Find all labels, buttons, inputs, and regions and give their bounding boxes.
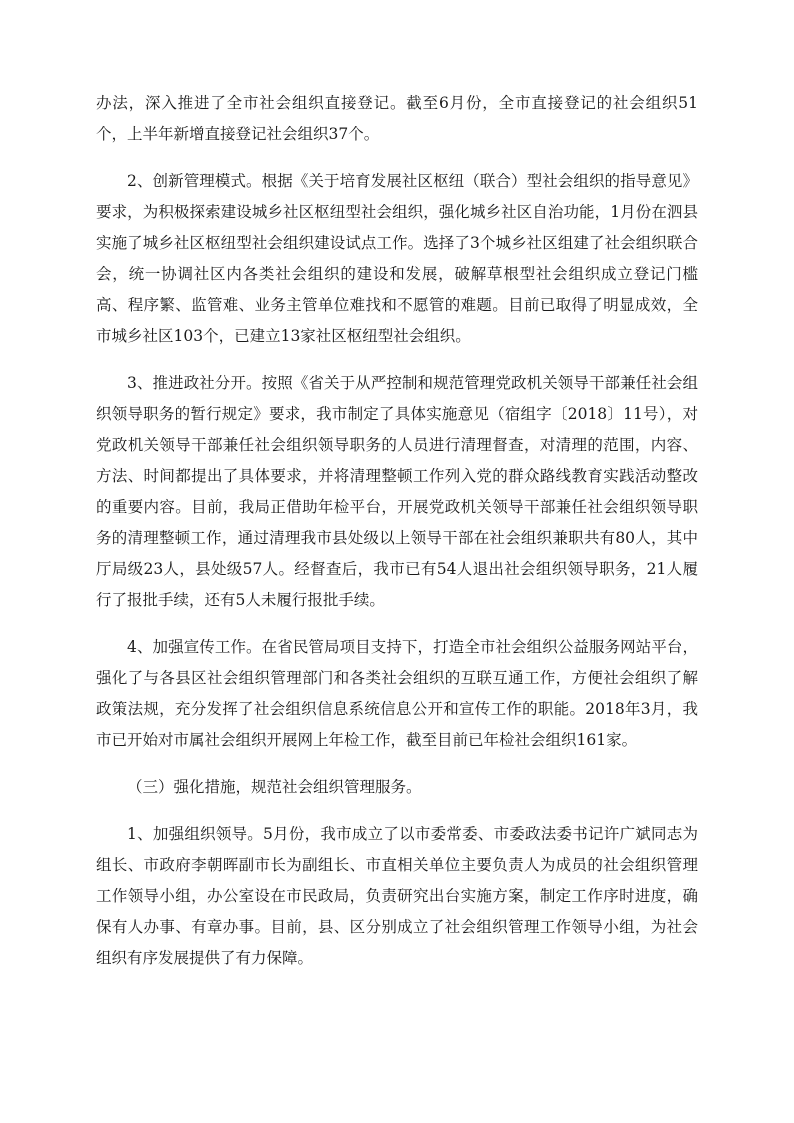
paragraph-innovate-management: 2、创新管理模式。根据《关于培育发展社区枢纽（联合）型社会组织的指导意见》要求，为积极探索建设城乡社区枢纽型社会组织，强化城乡社区自治功能，1月份在泗县实施了城乡社区枢纽型社会组织建设试点工作。选择了3个城乡社区组建了社会组织联合会，统一协调社区内各类社会组织的建设和发展，破解草根型社会组织成立登记门槛高、程序繁、监管难、业务主管单位难找和不愿管的难题。目前已取得了明显成效，全市城乡社区103个，已建立13家社区枢纽型社会组织。 [96,172,698,345]
paragraph-direct-registration: 办法，深入推进了全市社会组织直接登记。截至6月份，全市直接登记的社会组织51个，上半年新增直接登记社会组织37个。 [96,94,698,143]
paragraph-publicity-work: 4、加强宣传工作。在省民管局项目支持下，打造全市社会组织公益服务网站平台，强化了与各县区社会组织管理部门和各类社会组织的互联互通工作，方便社会组织了解政策法规，充分发挥了社会组织信息系统信息公开和宣传工作的职能。2018年3月，我市已开始对市属社会组织开展网上年检工作，截至目前已年检社会组织161家。 [96,638,698,749]
paragraph-separate-government-society: 3、推进政社分开。按照《省关于从严控制和规范管理党政机关领导干部兼任社会组织领导职务的暂行规定》要求，我市制定了具体实施意见（宿组字〔2018〕11号），对党政机关领导干部兼任社会组织领导职务的人员进行清理督查，对清理的范围，内容、方法、时间都提出了具体要求，并将清理整顿工作列入党的群众路线教育实践活动整改的重要内容。目前，我局正借助年检平台，开展党政机关领导干部兼任社会组织领导职务的清理整顿工作，通过清理我市县处级以上领导干部在社会组织兼职共有80人，其中厅局级23人，县处级57人。经督查后，我市已有54人退出社会组织领导职务，21人履行了报批手续，还有5人未履行报批手续。 [96,374,698,609]
section-heading-strengthen-measures: （三）强化措施，规范社会组织管理服务。 [127,778,422,796]
paragraph-organizational-leadership: 1、加强组织领导。5月份，我市成立了以市委常委、市委政法委书记许广斌同志为组长、市政府李朝晖副市长为副组长、市直相关单位主要负责人为成员的社会组织管理工作领导小组，办公室设在市民政局，负责研究出台实施方案，制定工作序时进度，确保有人办事、有章办事。目前，县、区分别成立了社会组织管理工作领导小组，为社会组织有序发展提供了有力保障。 [96,825,698,967]
document-page [96,88,698,990]
